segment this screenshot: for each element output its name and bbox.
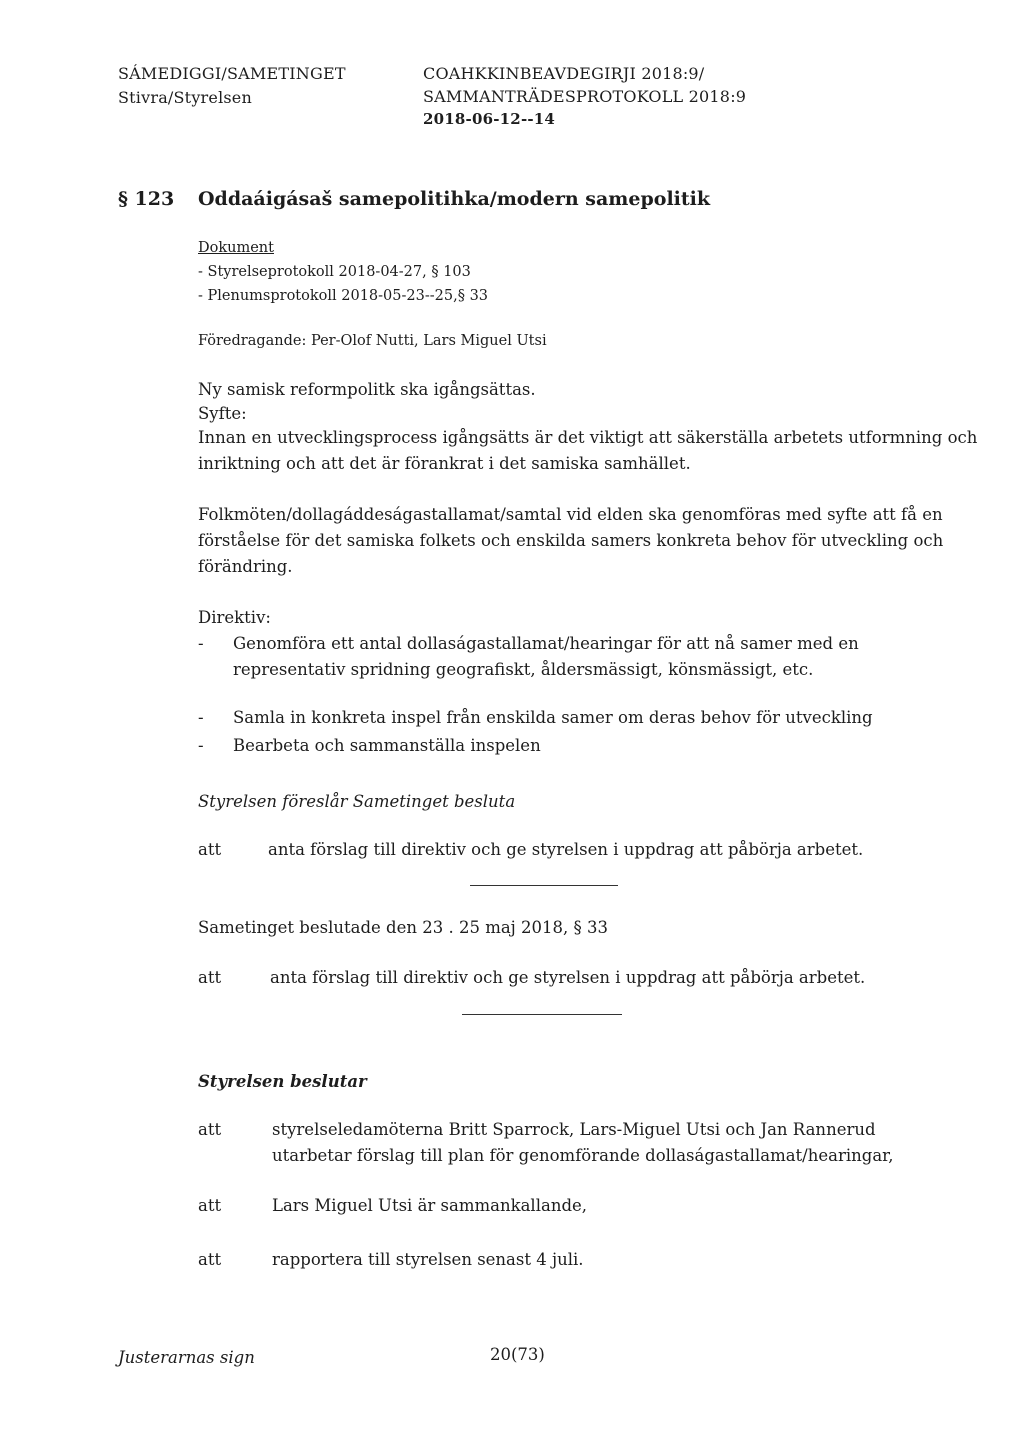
directive-dash: -: [198, 634, 204, 653]
board-decision-heading: Styrelsen beslutar: [198, 1072, 367, 1091]
documents-label: Dokument: [198, 240, 274, 256]
folkmote-line: Folkmöten/dollagáddeságastallamat/samtal vid elden ska genomföras med syfte att få en: [198, 505, 943, 524]
decision-att: att: [198, 1120, 222, 1139]
decision-att: att: [198, 1196, 222, 1215]
directive-label: Direktiv:: [198, 608, 271, 627]
sameting-decision-text: anta förslag till direktiv och ge styrelsen i uppdrag att påbörja arbetet.: [270, 968, 866, 987]
proposal-heading: Styrelsen föreslår Sametinget besluta: [198, 792, 516, 811]
section-number: § 123: [118, 188, 175, 210]
protocol-subtitle: SAMMANTRÄDESPROTOKOLL 2018:9: [423, 87, 747, 106]
sameting-decision-heading: Sametinget beslutade den 23 . 25 maj 2018, § 33: [198, 918, 609, 937]
decision-text: rapportera till styrelsen senast 4 juli.: [272, 1250, 584, 1269]
directive-item-cont: representativ spridning geografiskt, åldersmässigt, könsmässigt, etc.: [233, 660, 814, 679]
folkmote-line: förändring.: [198, 557, 293, 576]
decision-text: styrelseledamöterna Britt Sparrock, Lars-Miguel Utsi och Jan Rannerud: [272, 1120, 876, 1139]
directive-dash: -: [198, 708, 204, 727]
section-title: Oddaáigásaš samepolitihka/modern samepolitik: [198, 188, 711, 210]
presenter: Föredragande: Per-Olof Nutti, Lars Miguel Utsi: [198, 333, 547, 349]
org-unit: Stivra/Styrelsen: [118, 88, 252, 107]
separator-line: [462, 1014, 622, 1015]
directive-dash: -: [198, 736, 204, 755]
org-name: SÁMEDIGGI/SAMETINGET: [118, 64, 346, 83]
directive-item: Genomföra ett antal dollaságastallamat/hearingar för att nå samer med en: [233, 634, 859, 653]
page-number: 20(73): [490, 1345, 545, 1364]
proposal-att: att: [198, 840, 222, 859]
purpose-line: inriktning och att det är förankrat i det samiska samhället.: [198, 454, 691, 473]
decision-text-cont: utarbetar förslag till plan för genomförande dollaságastallamat/hearingar,: [272, 1146, 894, 1165]
directive-item: Samla in konkreta inspel från enskilda samer om deras behov för utveckling: [233, 708, 873, 727]
proposal-text: anta förslag till direktiv och ge styrelsen i uppdrag att påbörja arbetet.: [268, 840, 864, 859]
document-item: - Styrelseprotokoll 2018-04-27, § 103: [198, 264, 471, 280]
intro-text: Ny samisk reformpolitk ska igångsättas.: [198, 380, 536, 399]
directive-item: Bearbeta och sammanställa inspelen: [233, 736, 541, 755]
decision-text: Lars Miguel Utsi är sammankallande,: [272, 1196, 588, 1215]
protocol-title: COAHKKINBEAVDEGIRJI 2018:9/: [423, 64, 705, 83]
decision-att: att: [198, 1250, 222, 1269]
separator-line: [470, 885, 618, 886]
signature-label: Justerarnas sign: [118, 1348, 255, 1367]
purpose-line: Innan en utvecklingsprocess igångsätts är det viktigt att säkerställa arbetets utformning och: [198, 428, 978, 447]
protocol-dates: 2018-06-12--14: [423, 110, 556, 128]
sameting-att: att: [198, 968, 222, 987]
folkmote-line: förståelse för det samiska folkets och enskilda samers konkreta behov för utveckling och: [198, 531, 944, 550]
purpose-label: Syfte:: [198, 404, 247, 423]
document-item: - Plenumsprotokoll 2018-05-23--25,§ 33: [198, 288, 489, 304]
